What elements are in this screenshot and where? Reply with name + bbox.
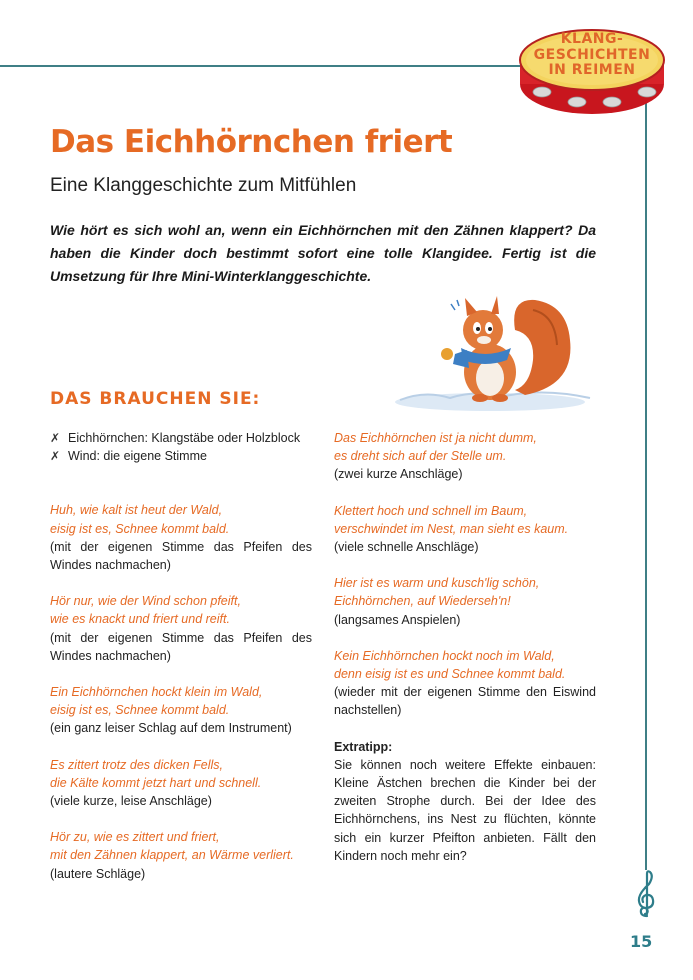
- stanza: [334, 574, 596, 629]
- extratip-body: Sie können noch weitere Effekte einbauen: Kleine Ästchen brechen die Kinder bei der zweiten Strophe durch. Bei der Idee des Eichhörnchens, ins Nest zu flüchten, könnte sich ein kurzer Pfeifton anbieten. Fällt den Kindern noch mehr ein?: [334, 757, 596, 863]
- stanza-note: (viele kurze, leise Anschläge): [50, 794, 212, 809]
- stanza-note: (lautere Schläge): [50, 866, 146, 881]
- stanza: [50, 683, 312, 738]
- verse-line: mit den Zähnen klappert, an Wärme verliert.: [50, 848, 294, 863]
- right-column: [334, 429, 596, 865]
- stanza: [50, 592, 312, 665]
- verse-line: Ein Eichhörnchen hockt klein im Wald,: [50, 685, 263, 700]
- stanza-note: (mit der eigenen Stimme das Pfeifen des Windes nachmachen): [50, 630, 312, 663]
- verse-line: wie es knackt und friert und reift.: [50, 612, 230, 627]
- badge-text: [512, 32, 672, 79]
- stanza-note: (mit der eigenen Stimme das Pfeifen des Windes nachmachen): [50, 539, 312, 573]
- stanza-note: (ein ganz leiser Schlag auf dem Instrument): [50, 721, 292, 736]
- top-rule: [0, 65, 530, 67]
- verse-line: eisig ist es, Schnee kommt bald.: [50, 703, 230, 718]
- stanza: [50, 501, 312, 574]
- verse-line: Hör nur, wie der Wind schon pfeift,: [50, 594, 241, 609]
- verse-line: es dreht sich auf der Stelle um.: [334, 449, 507, 464]
- tambourine-badge: [512, 22, 672, 122]
- treble-clef-icon: [634, 870, 658, 920]
- page-title: Das Eichhörnchen friert: [50, 124, 453, 160]
- stanza-note: (wieder mit der eigenen Stimme den Eiswind nachstellen): [334, 685, 596, 718]
- verse-line: Eichhörnchen, auf Wiederseh'n!: [334, 594, 511, 609]
- verse-line: Klettert hoch und schnell im Baum,: [334, 503, 528, 518]
- side-rule: [645, 100, 647, 870]
- verse-line: Das Eichhörnchen ist ja nicht dumm,: [334, 431, 537, 445]
- stanza-note: (langsames Anspielen): [334, 612, 461, 627]
- need-text: Wind: die eigene Stimme: [68, 449, 207, 464]
- list-item: [50, 429, 312, 447]
- badge-line: IN REIMEN: [548, 62, 636, 78]
- verse-line: die Kälte kommt jetzt hart und schnell.: [50, 775, 262, 790]
- verse-line: eisig ist es, Schnee kommt bald.: [50, 521, 230, 536]
- extratip-heading: Extratipp:: [334, 739, 393, 754]
- stanza: [50, 756, 312, 811]
- verse-line: Hier ist es warm und kusch'lig schön,: [334, 576, 540, 591]
- intro-paragraph: Wie hört es sich wohl an, wenn ein Eichhörnchen mit den Zähnen klappert? Da haben die Kinder doch bestimmt sofort eine tolle Klangidee. Fertig ist die Umsetzung für Ihre Mini-Winterklanggeschichte.: [50, 222, 596, 284]
- stanza: [334, 429, 596, 484]
- verse-line: Hör zu, wie es zittert und friert,: [50, 830, 220, 845]
- squirrel-illustration: [395, 290, 595, 415]
- badge-line: GESCHICHTEN: [533, 46, 651, 63]
- left-column: [50, 429, 312, 901]
- page-number: 15: [630, 932, 653, 951]
- x-bullet-icon: ✗: [50, 449, 61, 464]
- verse-line: verschwindet im Nest, man sieht es kaum.: [334, 521, 569, 536]
- stanza-note: (zwei kurze Anschläge): [334, 467, 463, 482]
- stanza: [334, 502, 596, 557]
- page-subtitle: Eine Klanggeschichte zum Mitfühlen: [50, 175, 357, 196]
- need-text: Eichhörnchen: Klangstäbe oder Holzblock: [68, 431, 301, 445]
- list-item: [50, 447, 312, 465]
- verse-line: denn eisig ist es und Schnee kommt bald.: [334, 667, 566, 682]
- stanza: [50, 828, 312, 883]
- verse-line: Huh, wie kalt ist heut der Wald,: [50, 503, 223, 518]
- badge-line: KLANG-: [560, 31, 624, 47]
- stanza-note: (viele schnelle Anschläge): [334, 540, 479, 555]
- verse-line: Es zittert trotz des dicken Fells,: [50, 757, 223, 772]
- section-heading: DAS BRAUCHEN SIE:: [50, 389, 261, 409]
- stanza: [334, 647, 596, 720]
- needs-list: [50, 429, 312, 465]
- squirrel-icon: [395, 290, 595, 415]
- verse-line: Kein Eichhörnchen hockt noch im Wald,: [334, 648, 555, 663]
- x-bullet-icon: ✗: [50, 431, 61, 445]
